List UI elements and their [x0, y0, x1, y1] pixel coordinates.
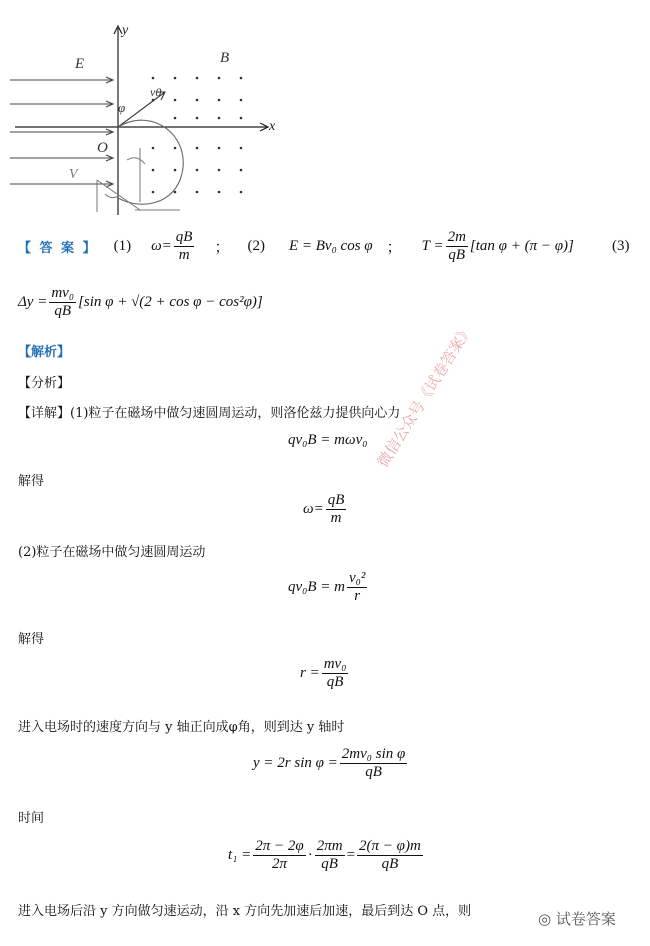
answer-E-expression: E = Bv₀ cos φ — [288, 237, 373, 254]
answer-dy-rest: [sin φ + √(2 + cos φ − cos²φ)] — [78, 293, 263, 310]
answer-omega-lhs: ω= — [151, 237, 172, 254]
figure-label-phi: φ — [118, 100, 126, 115]
figure-label-O: O — [97, 140, 108, 156]
answer-part-1-label: (1) — [113, 237, 132, 254]
answer-dy-lhs: Δy = — [18, 293, 48, 310]
detail-text-1: (1)粒子在磁场中做匀速圆周运动，则洛伦兹力提供向心力 — [70, 406, 401, 421]
watermark-text: 微信公众号《试卷答案》 — [373, 321, 477, 471]
logo — [538, 908, 616, 929]
equation-y: y = 2r sin φ = $\frac{\text{2mv₀ sin φ}}{qB}$ — [253, 746, 406, 780]
shijian-label: 时间 — [18, 811, 45, 826]
detail-text-2: (2)粒子在磁场中做匀速圆周运动 — [18, 545, 206, 560]
equation-time: t₁ = $\frac{2\pi - 2\varphi}{2\pi}$ · $\frac{2\pi m}{qB}$ = $\frac{2(\pi - \varphi)m}{qB}$ — [228, 838, 421, 872]
answer-part-3-label: (3) — [612, 238, 630, 254]
logo-icon: ◎ — [538, 910, 552, 928]
answer-separator-1: ； — [214, 239, 230, 256]
answer-T-fraction: $\frac{2m}{qB}$ — [447, 228, 466, 263]
answer-tag: 【 答 案 】 — [18, 240, 98, 256]
answer-part-2-label: (2) — [247, 237, 265, 254]
answer-T-rest: [tan φ + (π − φ)] — [469, 237, 574, 254]
equation-radius: r = $\frac{\text{mv₀}}{qB}$ — [300, 656, 347, 690]
detail-line-1 — [18, 402, 400, 421]
jiede-2: 解得 — [18, 632, 45, 647]
detail-text-3: 进入电场时的速度方向与 y 轴正向成φ角，则到达 y 轴时 — [18, 720, 345, 735]
logo-text: 试卷答案 — [555, 910, 616, 928]
figure-label-E: E — [75, 56, 85, 72]
answer-omega-fraction: $\frac{qB}{m}$ — [175, 228, 193, 263]
figure-label-B: B — [220, 50, 230, 66]
answer-separator-2: ； — [386, 239, 402, 256]
equation-radius-force: qv₀B = m $\frac{\text{v₀²}}{r}$ — [288, 570, 366, 604]
jiede-1: 解得 — [18, 474, 45, 489]
answer-T-lhs: T = — [421, 237, 444, 254]
figure-label-y: y — [122, 23, 129, 38]
figure-label-V: V — [69, 167, 78, 182]
figure-label-x: x — [269, 119, 276, 134]
answer-line-1 — [18, 226, 574, 266]
jiexi-heading: 【解析】 — [18, 345, 71, 360]
answer-line-2 — [18, 282, 263, 322]
fenxi-heading: 【分析】 — [18, 376, 71, 391]
detail-tag: 【详解】 — [18, 406, 71, 421]
physics-figure — [5, 20, 290, 220]
equation-force: qv₀B = mωv₀ — [288, 432, 368, 448]
figure-label-v0: v0 — [150, 85, 162, 99]
magnetic-field-dots — [152, 77, 243, 194]
detail-text-4: 进入电场后沿 y 方向做匀速运动，沿 x 方向先加速后加速，最后到达 O 点，则 — [18, 904, 472, 919]
answer-dy-fraction: $\frac{\text{mv₀}}{qB}$ — [51, 284, 75, 319]
equation-omega: ω= $\frac{qB}{m}$ — [303, 492, 345, 526]
